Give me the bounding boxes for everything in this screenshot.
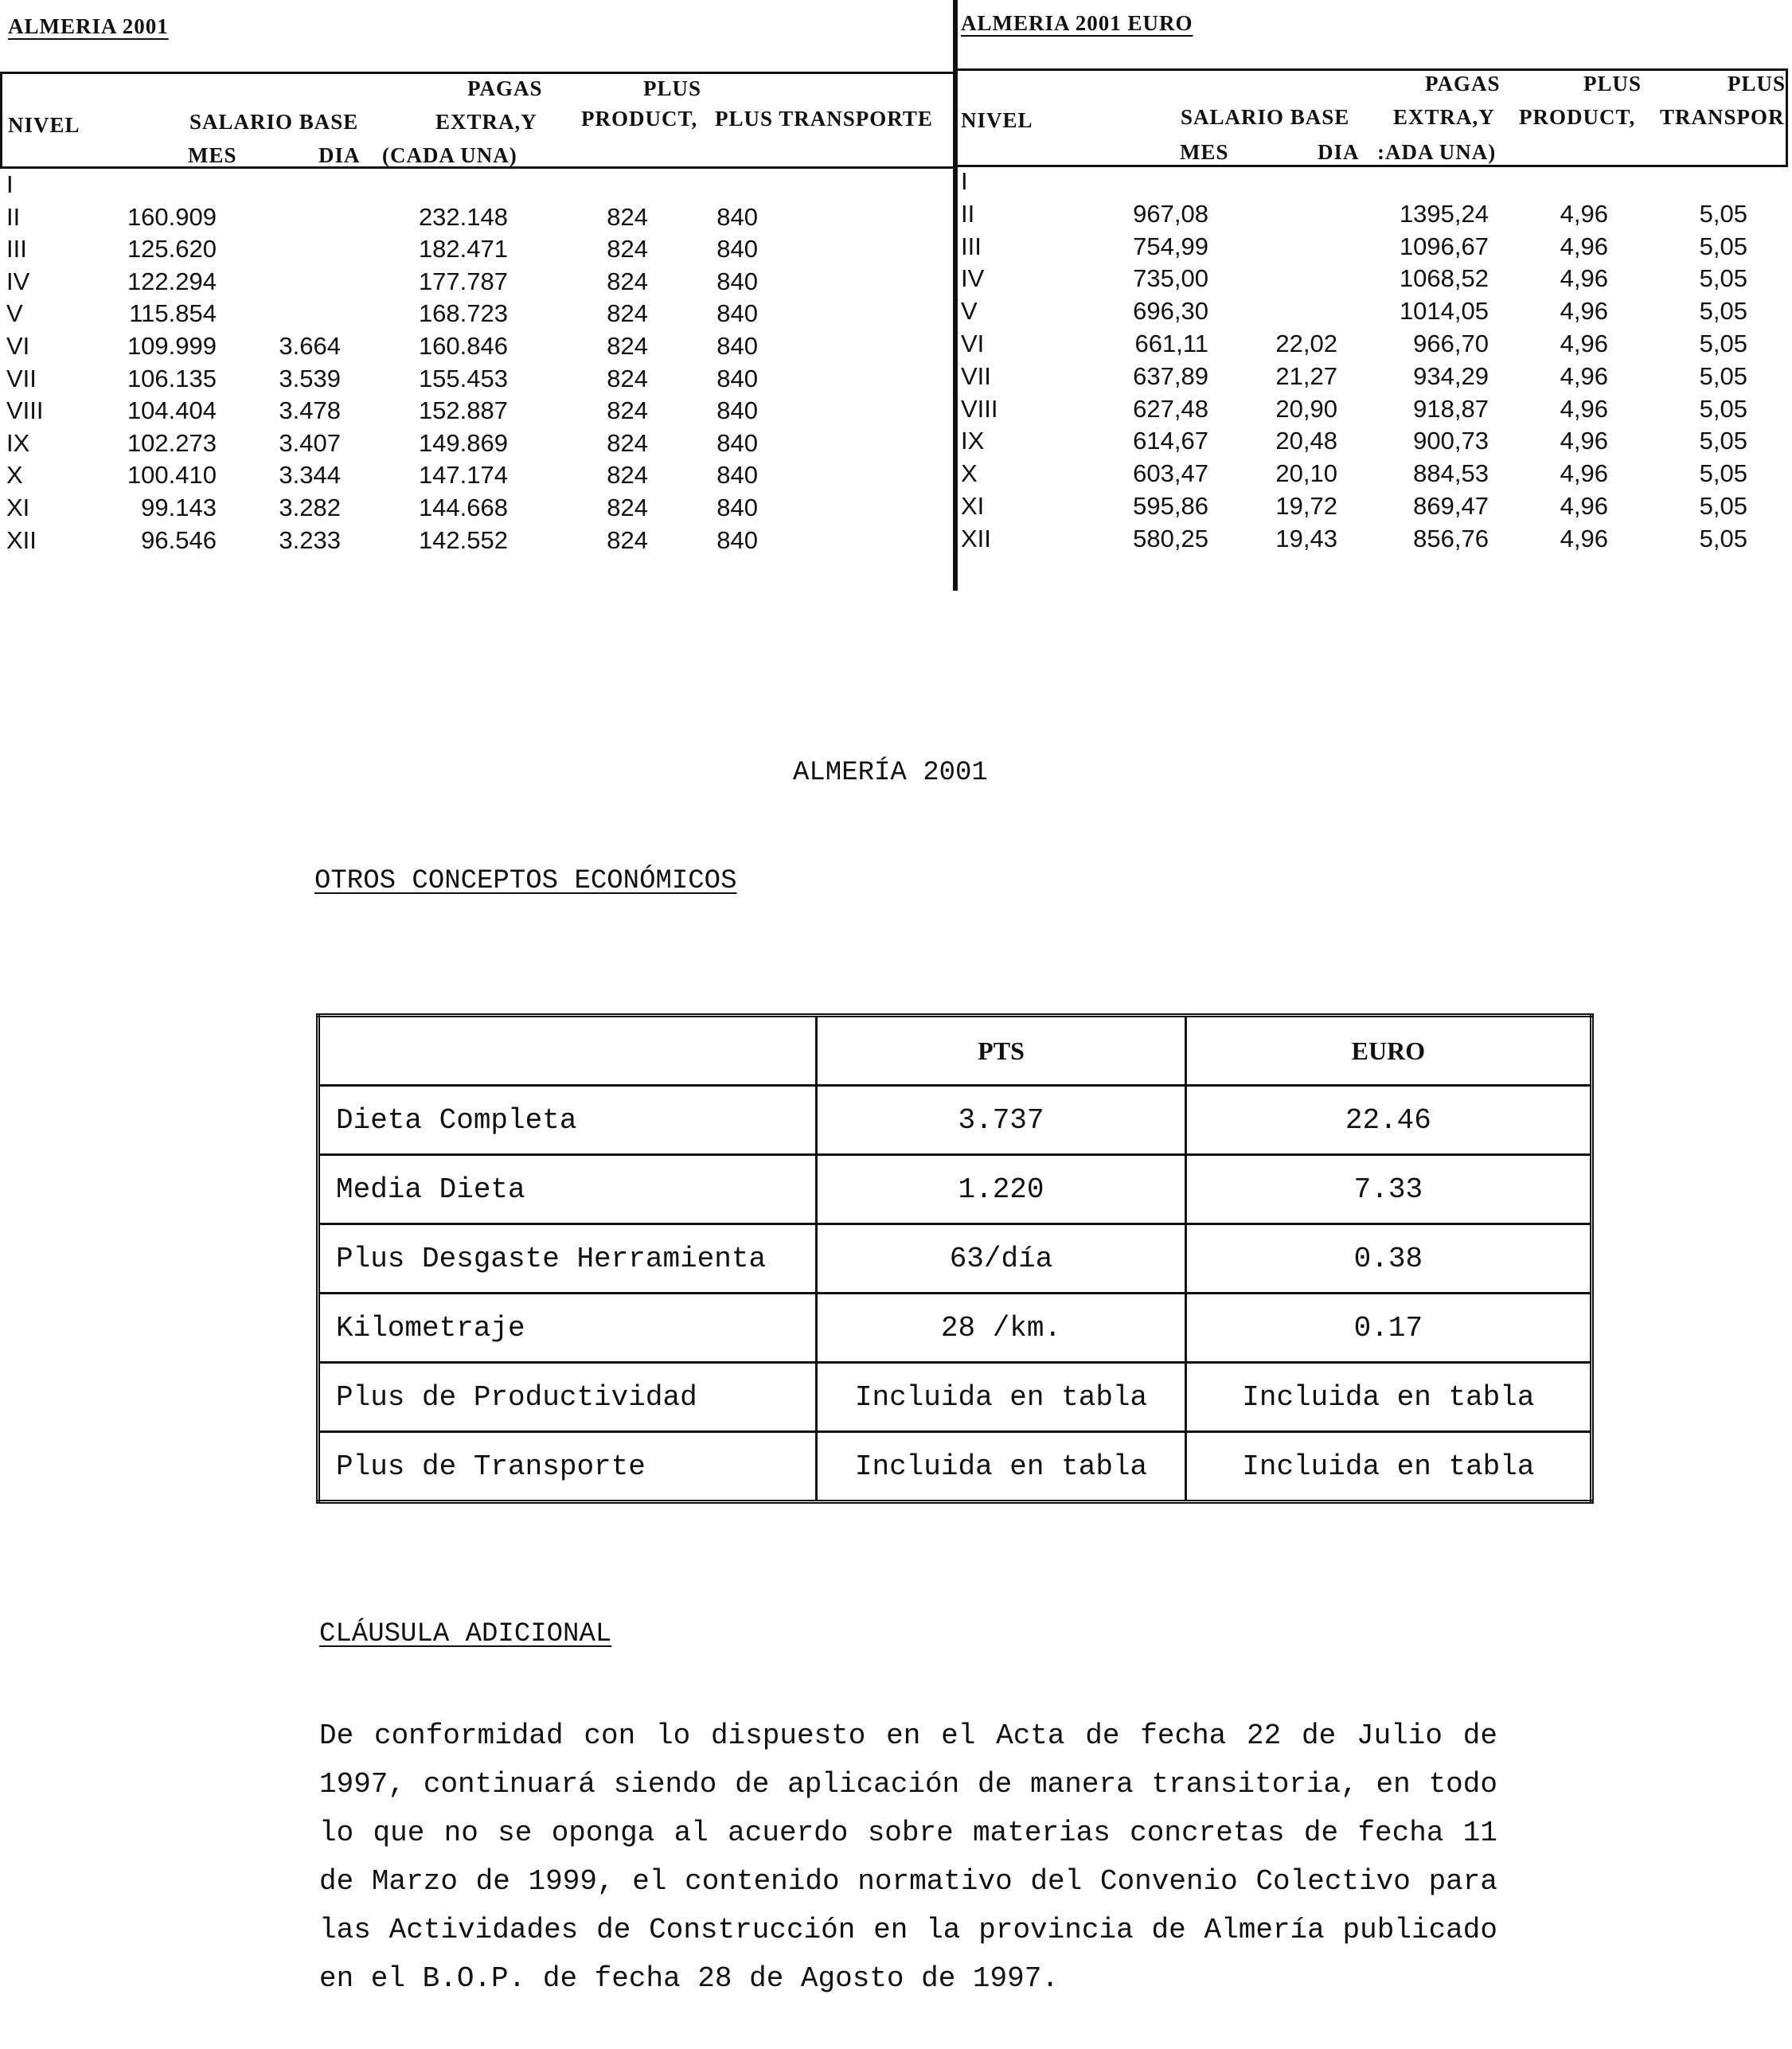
nivel-cell: VII bbox=[6, 364, 37, 392]
dia-cell: 3.539 bbox=[279, 364, 341, 392]
transporte-cell: 840 bbox=[716, 494, 758, 521]
pagas-cell: 1395,24 bbox=[1399, 199, 1489, 228]
mes-cell: 614,67 bbox=[1133, 427, 1208, 455]
product-cell: 824 bbox=[607, 396, 648, 425]
euro-cell: 7.33 bbox=[1185, 1155, 1591, 1224]
left-header-pagas-1: PAGAS bbox=[467, 76, 543, 100]
mes-cell: 967,08 bbox=[1133, 199, 1208, 228]
left-header-pagas-2: EXTRA,Y bbox=[435, 110, 537, 134]
euro-cell: Incluida en tabla bbox=[1185, 1432, 1591, 1502]
mes-cell: 754,99 bbox=[1133, 232, 1208, 260]
pagas-cell: 918,87 bbox=[1413, 394, 1489, 423]
transporte-cell: 5,05 bbox=[1699, 232, 1747, 260]
otros-table bbox=[316, 1013, 1594, 1504]
product-cell: 824 bbox=[607, 235, 648, 263]
transporte-cell: 840 bbox=[716, 267, 758, 295]
dia-cell: 3.407 bbox=[279, 428, 341, 457]
mes-cell: 122.294 bbox=[127, 267, 217, 295]
product-cell: 4,96 bbox=[1560, 492, 1608, 520]
mes-cell: 102.273 bbox=[127, 428, 217, 457]
dia-cell: 3.282 bbox=[279, 494, 341, 521]
dia-cell: 21,27 bbox=[1275, 361, 1337, 390]
transporte-cell: 840 bbox=[716, 332, 758, 360]
product-cell: 824 bbox=[607, 428, 648, 457]
right-table-title: ALMERIA 2001 EURO bbox=[961, 11, 1193, 35]
concepto-cell: Media Dieta bbox=[318, 1155, 817, 1224]
product-cell: 824 bbox=[607, 299, 648, 328]
pagas-cell: 232.148 bbox=[418, 202, 508, 231]
transporte-cell: 840 bbox=[716, 428, 758, 457]
pts-cell: 63/día bbox=[817, 1224, 1185, 1294]
left-header-plus-1: PLUS bbox=[643, 76, 702, 100]
nivel-cell: II bbox=[6, 202, 21, 231]
pagas-cell: 966,70 bbox=[1413, 330, 1489, 357]
mes-cell: 125.620 bbox=[127, 235, 217, 263]
nivel-cell: IX bbox=[961, 427, 985, 455]
product-cell: 4,96 bbox=[1560, 264, 1608, 293]
pagas-cell: 884,53 bbox=[1413, 459, 1489, 488]
mes-cell: 104.404 bbox=[127, 396, 217, 425]
table-row bbox=[318, 1086, 1592, 1155]
concepto-cell: Dieta Completa bbox=[318, 1086, 817, 1155]
nivel-cell: IX bbox=[6, 428, 30, 457]
product-cell: 824 bbox=[607, 267, 648, 295]
nivel-cell: VI bbox=[961, 330, 985, 357]
nivel-cell: VII bbox=[961, 361, 991, 390]
nivel-cell: II bbox=[961, 199, 975, 228]
dia-cell: 3.233 bbox=[279, 525, 341, 554]
section-title: ALMERÍA 2001 bbox=[793, 758, 988, 788]
transporte-cell: 840 bbox=[716, 525, 758, 554]
mes-cell: 160.909 bbox=[127, 202, 217, 231]
euro-cell: 0.17 bbox=[1185, 1294, 1591, 1363]
dia-cell: 19,72 bbox=[1275, 492, 1337, 520]
otros-header-blank bbox=[318, 1016, 817, 1086]
transporte-cell: 5,05 bbox=[1699, 394, 1747, 423]
product-cell: 4,96 bbox=[1560, 459, 1608, 488]
transporte-cell: 840 bbox=[716, 202, 758, 231]
mes-cell: 637,89 bbox=[1133, 361, 1208, 390]
right-header-plus-2: PRODUCT, bbox=[1519, 105, 1636, 129]
mes-cell: 627,48 bbox=[1133, 394, 1208, 423]
nivel-cell: V bbox=[961, 297, 978, 326]
euro-cell: Incluida en tabla bbox=[1185, 1363, 1591, 1432]
product-cell: 4,96 bbox=[1560, 361, 1608, 390]
pagas-cell: 149.869 bbox=[418, 428, 508, 457]
left-header-nivel: NIVEL bbox=[8, 113, 80, 137]
dia-cell: 20,48 bbox=[1275, 427, 1337, 455]
euro-cell: 22.46 bbox=[1185, 1086, 1591, 1155]
pagas-cell: 1068,52 bbox=[1399, 264, 1489, 293]
product-cell: 4,96 bbox=[1560, 330, 1608, 357]
mes-cell: 735,00 bbox=[1133, 264, 1208, 293]
pagas-cell: 152.887 bbox=[418, 396, 508, 425]
product-cell: 4,96 bbox=[1560, 232, 1608, 260]
dia-cell: 22,02 bbox=[1275, 330, 1337, 357]
pagas-cell: 1096,67 bbox=[1399, 232, 1489, 260]
pagas-cell: 155.453 bbox=[418, 364, 508, 392]
nivel-cell: V bbox=[6, 299, 23, 328]
right-header-salario-base: SALARIO BASE bbox=[1181, 105, 1350, 129]
left-header-dia: DIA bbox=[318, 143, 361, 167]
transporte-cell: 5,05 bbox=[1699, 361, 1747, 390]
transporte-cell: 5,05 bbox=[1699, 459, 1747, 488]
right-header-plus2-2: TRANSPOR bbox=[1660, 105, 1785, 129]
concepto-cell: Plus Desgaste Herramienta bbox=[318, 1224, 817, 1294]
pts-cell: Incluida en tabla bbox=[817, 1432, 1185, 1502]
mes-cell: 580,25 bbox=[1133, 524, 1208, 552]
nivel-cell: XI bbox=[6, 494, 30, 521]
transporte-cell: 840 bbox=[716, 235, 758, 263]
dia-cell: 20,10 bbox=[1275, 459, 1337, 488]
left-header-salario-base: SALARIO BASE bbox=[189, 110, 359, 134]
nivel-cell: III bbox=[961, 232, 982, 260]
left-header-transporte: PLUS TRANSPORTE bbox=[715, 107, 933, 131]
table-row bbox=[318, 1432, 1592, 1502]
mes-cell: 696,30 bbox=[1133, 297, 1208, 326]
nivel-cell: I bbox=[6, 170, 14, 198]
transporte-cell: 840 bbox=[716, 299, 758, 328]
product-cell: 4,96 bbox=[1560, 524, 1608, 552]
nivel-cell: III bbox=[6, 235, 27, 263]
product-cell: 824 bbox=[607, 202, 648, 231]
dia-cell: 3.664 bbox=[279, 332, 341, 360]
right-header-plus-1: PLUS bbox=[1583, 72, 1642, 96]
mes-cell: 99.143 bbox=[141, 494, 217, 521]
right-header-pagas-2: EXTRA,Y bbox=[1393, 105, 1495, 129]
mes-cell: 661,11 bbox=[1134, 330, 1208, 357]
mes-cell: 109.999 bbox=[127, 332, 217, 360]
right-header-pagas-3: :ADA UNA) bbox=[1377, 140, 1497, 164]
product-cell: 824 bbox=[607, 494, 648, 521]
pagas-cell: 182.471 bbox=[418, 235, 508, 263]
transporte-cell: 840 bbox=[716, 364, 758, 392]
nivel-cell: VIII bbox=[6, 396, 44, 425]
table-row bbox=[318, 1155, 1592, 1224]
dia-cell: 3.478 bbox=[279, 396, 341, 425]
right-header-nivel: NIVEL bbox=[961, 108, 1033, 132]
otros-header-row bbox=[318, 1016, 1592, 1086]
mes-cell: 96.546 bbox=[141, 525, 217, 554]
pagas-cell: 934,29 bbox=[1413, 361, 1489, 390]
pts-cell: 1.220 bbox=[817, 1155, 1185, 1224]
transporte-cell: 840 bbox=[716, 396, 758, 425]
transporte-cell: 5,05 bbox=[1699, 330, 1747, 357]
nivel-cell: I bbox=[961, 167, 968, 195]
left-header-plus-2: PRODUCT, bbox=[581, 107, 698, 131]
product-cell: 824 bbox=[607, 525, 648, 554]
product-cell: 824 bbox=[607, 461, 648, 490]
product-cell: 4,96 bbox=[1560, 199, 1608, 228]
pts-cell: Incluida en tabla bbox=[817, 1363, 1185, 1432]
pts-cell: 3.737 bbox=[817, 1086, 1185, 1155]
product-cell: 4,96 bbox=[1560, 427, 1608, 455]
product-cell: 824 bbox=[607, 332, 648, 360]
clausula-title: CLÁUSULA ADICIONAL bbox=[319, 1619, 612, 1649]
pagas-cell: 1014,05 bbox=[1399, 297, 1489, 326]
nivel-cell: X bbox=[961, 459, 978, 488]
dia-cell: 3.344 bbox=[279, 461, 341, 490]
concepto-cell: Kilometraje bbox=[318, 1294, 817, 1363]
pagas-cell: 168.723 bbox=[418, 299, 508, 328]
transporte-cell: 5,05 bbox=[1699, 199, 1747, 228]
product-cell: 824 bbox=[607, 364, 648, 392]
transporte-cell: 5,05 bbox=[1699, 524, 1747, 552]
otros-header-euro: EURO bbox=[1185, 1016, 1591, 1086]
pagas-cell: 144.668 bbox=[418, 494, 508, 521]
transporte-cell: 5,05 bbox=[1699, 264, 1747, 293]
left-table-title: ALMERIA 2001 bbox=[8, 14, 169, 38]
table-row bbox=[318, 1363, 1592, 1432]
right-header-plus2-1: PLUS bbox=[1728, 72, 1786, 96]
transporte-cell: 5,05 bbox=[1699, 297, 1747, 326]
left-header-pagas-3: (CADA UNA) bbox=[382, 143, 517, 167]
right-header-pagas-1: PAGAS bbox=[1425, 72, 1501, 96]
mes-cell: 115.854 bbox=[129, 299, 217, 328]
nivel-cell: XI bbox=[961, 492, 985, 520]
table-row bbox=[318, 1294, 1592, 1363]
nivel-cell: XII bbox=[6, 525, 37, 554]
pagas-cell: 147.174 bbox=[418, 461, 508, 490]
concepto-cell: Plus de Transporte bbox=[318, 1432, 817, 1502]
product-cell: 4,96 bbox=[1560, 297, 1608, 326]
nivel-cell: X bbox=[6, 461, 23, 490]
product-cell: 4,96 bbox=[1560, 394, 1608, 423]
left-header-mes: MES bbox=[188, 143, 237, 167]
pagas-cell: 856,76 bbox=[1413, 524, 1489, 552]
dia-cell: 20,90 bbox=[1275, 394, 1337, 423]
pagas-cell: 869,47 bbox=[1413, 492, 1489, 520]
nivel-cell: VIII bbox=[961, 394, 998, 423]
pagas-cell: 177.787 bbox=[418, 267, 508, 295]
concepto-cell: Plus de Productividad bbox=[318, 1363, 817, 1432]
pagas-cell: 900,73 bbox=[1413, 427, 1489, 455]
mes-cell: 106.135 bbox=[127, 364, 217, 392]
pts-cell: 28 /km. bbox=[817, 1294, 1185, 1363]
nivel-cell: IV bbox=[961, 264, 985, 293]
mes-cell: 595,86 bbox=[1133, 492, 1208, 520]
clausula-paragraph: De conformidad con lo dispuesto en el Acta de fecha 22 de Julio de 1997, continuará siendo de aplicación de manera transitoria, en todo lo que no se oponga al acuerdo sobre materias concretas de fecha 11 de Marzo de 1999, el contenido normativo del Convenio Colectivo para las Actividades de Construcción en la provincia de Almería publicado en el B.O.P. de fecha 28 de Agosto de 1997. bbox=[319, 1719, 1497, 1995]
transporte-cell: 5,05 bbox=[1699, 492, 1747, 520]
table-row bbox=[318, 1224, 1592, 1294]
nivel-cell: XII bbox=[961, 524, 991, 552]
mes-cell: 603,47 bbox=[1133, 459, 1208, 488]
euro-cell: 0.38 bbox=[1185, 1224, 1591, 1294]
transporte-cell: 840 bbox=[716, 461, 758, 490]
pagas-cell: 160.846 bbox=[418, 332, 508, 360]
right-header-dia: DIA bbox=[1318, 140, 1360, 164]
pagas-cell: 142.552 bbox=[418, 525, 508, 554]
nivel-cell: IV bbox=[6, 267, 30, 295]
transporte-cell: 5,05 bbox=[1699, 427, 1747, 455]
nivel-cell: VI bbox=[6, 332, 30, 360]
mes-cell: 100.410 bbox=[127, 461, 217, 490]
otros-title: OTROS CONCEPTOS ECONÓMICOS bbox=[314, 866, 737, 896]
otros-header-pts: PTS bbox=[817, 1016, 1185, 1086]
dia-cell: 19,43 bbox=[1275, 524, 1337, 552]
right-header-mes: MES bbox=[1180, 140, 1229, 164]
